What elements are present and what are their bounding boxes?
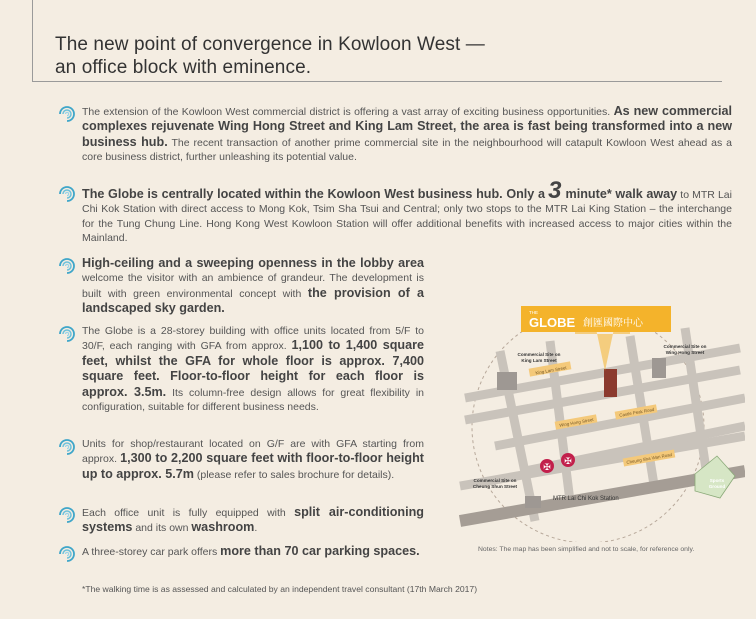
text: The recent transaction of another prime commercial site in the neighbourhood will catapult Kowloon West ahead as a core business district, further unleashing its potential value. bbox=[82, 136, 732, 164]
site-label-wing-hong-2: Wing Hong Street bbox=[665, 350, 705, 355]
site-label-cheung-shun-1: Commercial Site on bbox=[473, 478, 517, 483]
site-label-cheung-shun-2: Cheung Shun Street bbox=[472, 484, 518, 489]
title-line-1: The new point of convergence in Kowloon West — bbox=[55, 34, 485, 55]
bold-text: split air-conditioning systems bbox=[82, 505, 424, 535]
header bbox=[32, 0, 722, 82]
text: Its column-free design allows for great flexibility in configuration, suitable for different business needs. bbox=[82, 386, 424, 414]
paragraph-floors bbox=[82, 324, 424, 414]
street-label-wing-hong: Wing Hong Street bbox=[558, 416, 594, 428]
swirl-bullet-icon bbox=[57, 544, 77, 564]
mtr-glyph: ✠ bbox=[543, 463, 551, 473]
swirl-bullet-icon bbox=[57, 104, 77, 124]
street-label-king-lam: King Lam Street bbox=[535, 365, 567, 376]
title-line-2: an office block with eminence. bbox=[55, 57, 312, 78]
text: The extension of the Kowloon West commercial district is offering a vast array of exciting business opportunities. bbox=[82, 106, 611, 118]
site-label-king-lam-1: Commercial Site on bbox=[517, 352, 561, 357]
site-wing-hong bbox=[652, 358, 666, 378]
bold-text: High-ceiling and a sweeping openness in the lobby area bbox=[82, 256, 424, 270]
text: The Globe is a 28-storey building with office units located from 5/F to 30/F, each ranging with GFA from approx. bbox=[82, 325, 424, 353]
mtr-glyph: ✠ bbox=[564, 457, 572, 467]
station-label: MTR Lai Chi Kok Station bbox=[553, 496, 619, 502]
text: to MTR Lai Chi Kok Station with direct access to Mong Kok, Tsim Sha Tsui and Central; only two stops to the MTR Lai King Station – the interchange for the Tung Chung Line. Hong Kong West Kowloon Station will offer additional benefits with increased access to major cities within the Mainland. bbox=[82, 189, 732, 245]
bold-text: washroom bbox=[191, 520, 255, 535]
logo-the: THE bbox=[529, 310, 538, 315]
site-cheung-shun bbox=[525, 496, 541, 508]
site-label-king-lam-2: King Lam Street bbox=[521, 358, 557, 363]
paragraph-carpark bbox=[82, 544, 424, 559]
location-map bbox=[455, 286, 745, 542]
bold-text: The Globe is centrally located within the Kowloon West business hub. Only a bbox=[82, 187, 545, 201]
street-label-cheung-sha-wan: Cheung Sha Wan Road bbox=[626, 451, 673, 465]
walk-minutes: 3 bbox=[548, 177, 563, 204]
swirl-bullet-icon bbox=[57, 505, 77, 525]
text: Each office unit is fully equipped with bbox=[82, 507, 286, 519]
paragraph-aircon bbox=[82, 505, 424, 536]
text: welcome the visitor with an ambience of grandeur. The development is built with green environmental concept with bbox=[82, 272, 424, 300]
paragraph-lobby bbox=[82, 256, 424, 317]
site-king-lam bbox=[497, 372, 517, 390]
sports-label-2: Ground bbox=[708, 484, 726, 489]
text: Units for shop/restaurant located on G/F are with GFA starting from approx. bbox=[82, 438, 424, 466]
logo-globe: GLOBE bbox=[529, 315, 576, 330]
paragraph-location bbox=[82, 177, 732, 246]
footnote: *The walking time is as assessed and calculated by an independent travel consultant (17th March 2017) bbox=[82, 584, 478, 594]
bold-text: minute* walk away bbox=[565, 187, 678, 201]
sports-label-1: Sports bbox=[709, 478, 725, 483]
bold-text: 1,300 to 2,200 square feet with floor-to-floor height up to approx. 5.7m bbox=[82, 451, 424, 481]
bold-text: the provision of a landscaped sky garden. bbox=[82, 285, 424, 316]
paragraph-shops bbox=[82, 437, 424, 482]
text: A three-storey car park offers bbox=[82, 546, 218, 558]
site-label-wing-hong-1: Commercial Site on bbox=[663, 344, 707, 349]
swirl-bullet-icon bbox=[57, 437, 77, 457]
logo-chinese: 創匯國際中心 bbox=[583, 318, 643, 329]
map-note: Notes: The map has been simplified and not to scale, for reference only. bbox=[478, 546, 695, 553]
text: and its own bbox=[135, 522, 189, 535]
paragraph-district bbox=[82, 104, 732, 165]
bold-text: As new commercial complexes rejuvenate Wing Hong Street and King Lam Street, the area is fast being transformed into a new business hub. bbox=[82, 104, 733, 149]
street-label-castle-peak: Castle Peak Road bbox=[618, 406, 655, 418]
swirl-bullet-icon bbox=[57, 256, 77, 276]
swirl-bullet-icon bbox=[57, 324, 77, 344]
bold-text: 1,100 to 1,400 square feet, whilst the GFA for whole floor is approx. 7,400 square feet. Floor-to-floor height for each floor is approx. 3.5m. bbox=[82, 338, 424, 399]
swirl-bullet-icon bbox=[57, 184, 77, 204]
the-globe-building bbox=[604, 369, 617, 397]
text: . bbox=[254, 522, 258, 535]
text: (please refer to sales brochure for details). bbox=[196, 468, 395, 481]
page-title bbox=[55, 33, 485, 79]
bold-text: more than 70 car parking spaces. bbox=[220, 544, 420, 558]
